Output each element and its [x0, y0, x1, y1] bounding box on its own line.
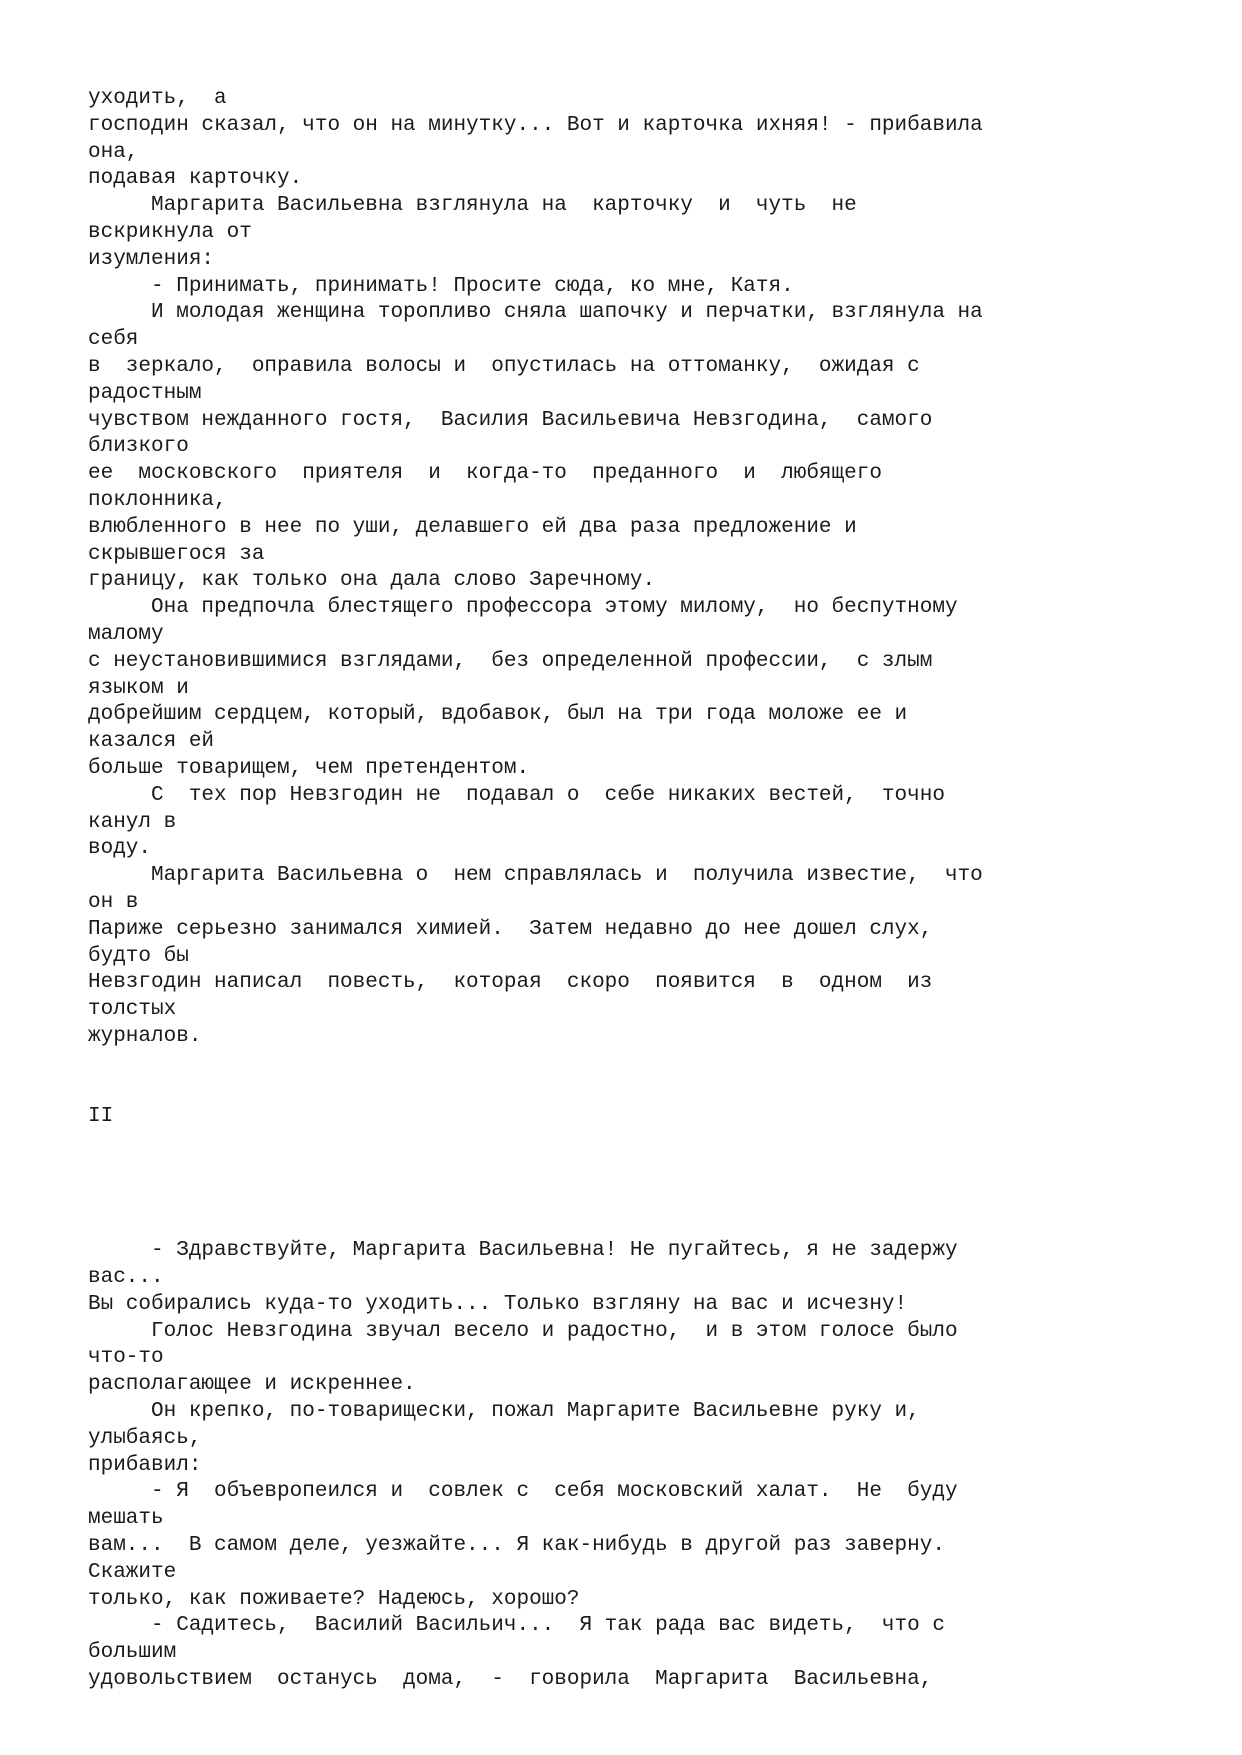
text-line: воду.: [88, 837, 152, 861]
text-line: большим: [88, 1641, 177, 1665]
text-line: скрывшегося за: [88, 542, 265, 566]
text-line: господин сказал, что он на минутку... Вот и карточка ихняя! - прибавила: [88, 113, 983, 137]
text-line: малому: [88, 622, 164, 646]
text-line: Скажите: [88, 1560, 177, 1584]
text-line: [88, 1131, 983, 1158]
text-line: казался ей: [88, 730, 215, 754]
text-line: больше товарищем, чем претендентом.: [88, 756, 530, 780]
text-line: влюбленного в нее по уши, делавшего ей два раза предложение и: [88, 515, 857, 539]
text-line: С тех пор Невзгодин не подавал о себе никаких вестей, точно: [88, 783, 945, 807]
text-line: - Здравствуйте, Маргарита Васильевна! Не пугайтесь, я не задержу: [88, 1239, 958, 1263]
text-line: поклонника,: [88, 488, 227, 512]
text-line: Маргарита Васильевна о нем справлялась и получила известие, что: [88, 864, 983, 888]
text-line: вскрикнула от: [88, 220, 252, 244]
text-line: близкого: [88, 435, 189, 459]
text-line: подавая карточку.: [88, 167, 303, 191]
text-line: в зеркало, оправила волосы и опустилась на оттоманку, ожидая с: [88, 354, 920, 378]
text-line: Париже серьезно занимался химией. Затем недавно до нее дошел слух,: [88, 917, 933, 941]
text-line: [88, 1211, 983, 1238]
text-line: добрейшим сердцем, который, вдобавок, был на три года моложе ее и: [88, 703, 908, 727]
text-line: [88, 1185, 983, 1212]
text-line: изумления:: [88, 247, 215, 271]
text-line: располагающее и искреннее.: [88, 1373, 416, 1397]
document-text: [88, 86, 983, 1694]
text-line: Она предпочла блестящего профессора этому милому, но беспутному: [88, 596, 958, 620]
text-line: вас...: [88, 1266, 164, 1290]
text-line: он в: [88, 890, 139, 914]
text-line: [88, 1158, 983, 1185]
text-line: с неустановившимися взглядами, без определенной профессии, с злым: [88, 649, 933, 673]
text-line: толстых: [88, 998, 177, 1022]
text-line: И молодая женщина торопливо сняла шапочку и перчатки, взглянула на: [88, 301, 983, 325]
text-line: чувством нежданного гостя, Василия Васильевича Невзгодина, самого: [88, 408, 933, 432]
text-line: себя: [88, 328, 139, 352]
text-line: канул в: [88, 810, 177, 834]
text-line: Невзгодин написал повесть, которая скоро появится в одном из: [88, 971, 933, 995]
text-line: ее московского приятеля и когда-то преданного и любящего: [88, 462, 882, 486]
text-line: II: [88, 1105, 114, 1129]
text-line: Голос Невзгодина звучал весело и радостно, и в этом голосе было: [88, 1319, 958, 1343]
text-line: Маргарита Васильевна взглянула на карточку и чуть не: [88, 194, 857, 218]
text-line: улыбаясь,: [88, 1426, 202, 1450]
text-line: границу, как только она дала слово Заречному.: [88, 569, 656, 593]
text-line: она,: [88, 140, 139, 164]
text-line: только, как поживаете? Надеюсь, хорошо?: [88, 1587, 580, 1611]
text-line: Вы собирались куда-то уходить... Только взгляну на вас и исчезну!: [88, 1292, 908, 1316]
text-line: - Принимать, принимать! Просите сюда, ко мне, Катя.: [88, 274, 794, 298]
text-line: - Садитесь, Василий Васильич... Я так рада вас видеть, что с: [88, 1614, 945, 1638]
text-line: языком и: [88, 676, 189, 700]
text-line: [88, 1077, 983, 1104]
text-line: будто бы: [88, 944, 189, 968]
text-line: вам... В самом деле, уезжайте... Я как-нибудь в другой раз заверну.: [88, 1534, 945, 1558]
text-line: мешать: [88, 1507, 164, 1531]
text-line: Он крепко, по-товарищески, пожал Маргарите Васильевне руку и,: [88, 1400, 920, 1424]
text-line: прибавил:: [88, 1453, 202, 1477]
text-line: удовольствием останусь дома, - говорила Маргарита Васильевна,: [88, 1668, 933, 1692]
text-line: радостным: [88, 381, 202, 405]
text-line: уходить, а: [88, 87, 227, 110]
text-line: - Я объевропеился и совлек с себя московский халат. Не буду: [88, 1480, 958, 1504]
text-line: [88, 1051, 983, 1078]
text-line: что-то: [88, 1346, 164, 1370]
text-line: журналов.: [88, 1024, 202, 1048]
